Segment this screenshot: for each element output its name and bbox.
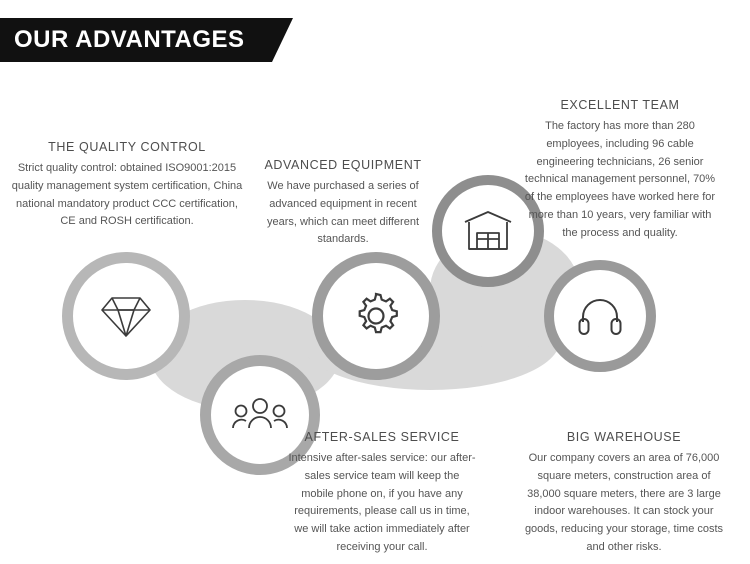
advanced-equipment-body: We have purchased a series of advanced equipment in recent years, which can meet different standards. — [266, 180, 420, 246]
big-warehouse-body: Our company covers an area of 76,000 square meters, construction area of 38,000 square meters, there are 3 large indoor warehouses. It can stock your goods, reducing your storage, time costs and other risks. — [524, 452, 724, 554]
text-block-quality-control — [8, 140, 246, 231]
big-warehouse-heading: BIG WAREHOUSE — [566, 430, 682, 444]
text-block-advanced-equipment — [258, 158, 428, 249]
text-block-big-warehouse — [520, 430, 728, 557]
people-group-icon — [232, 395, 288, 435]
excellent-team-body: The factory has more than 280 employees, including 96 cable engineering technicians, 26 senior technical management personnel, 70% of the employees have worked here for more than 10 years, very familiar with the process and quality. — [524, 120, 716, 239]
icon-circle-advanced-equipment[interactable] — [312, 252, 440, 380]
icon-circle-quality-control[interactable] — [62, 252, 190, 380]
text-block-after-sales-service — [288, 430, 476, 557]
banner-notch — [272, 18, 293, 62]
quality-control-body: Strict quality control: obtained ISO9001:2015 quality management system certification, China national mandatory product CCC certification, CE and ROSH certification. — [11, 162, 243, 228]
factory-icon — [462, 209, 514, 253]
diamond-icon — [98, 292, 154, 340]
after-sales-service-body: Intensive after-sales service: our after-sales service team will keep the mobile phone on, if you have any requirements, please call us in time, we will take action immediately after receiving your call. — [288, 452, 476, 554]
text-block-excellent-team — [520, 98, 720, 243]
quality-control-heading: THE QUALITY CONTROL — [48, 140, 206, 154]
headphones-icon — [577, 294, 623, 338]
header-banner — [0, 18, 272, 62]
gear-icon — [350, 290, 402, 342]
advanced-equipment-heading: ADVANCED EQUIPMENT — [264, 158, 422, 172]
icon-circle-big-warehouse[interactable] — [544, 260, 656, 372]
excellent-team-heading: EXCELLENT TEAM — [560, 98, 680, 112]
after-sales-service-heading: AFTER-SALES SERVICE — [304, 430, 460, 444]
page-title: OUR ADVANTAGES — [14, 26, 245, 53]
